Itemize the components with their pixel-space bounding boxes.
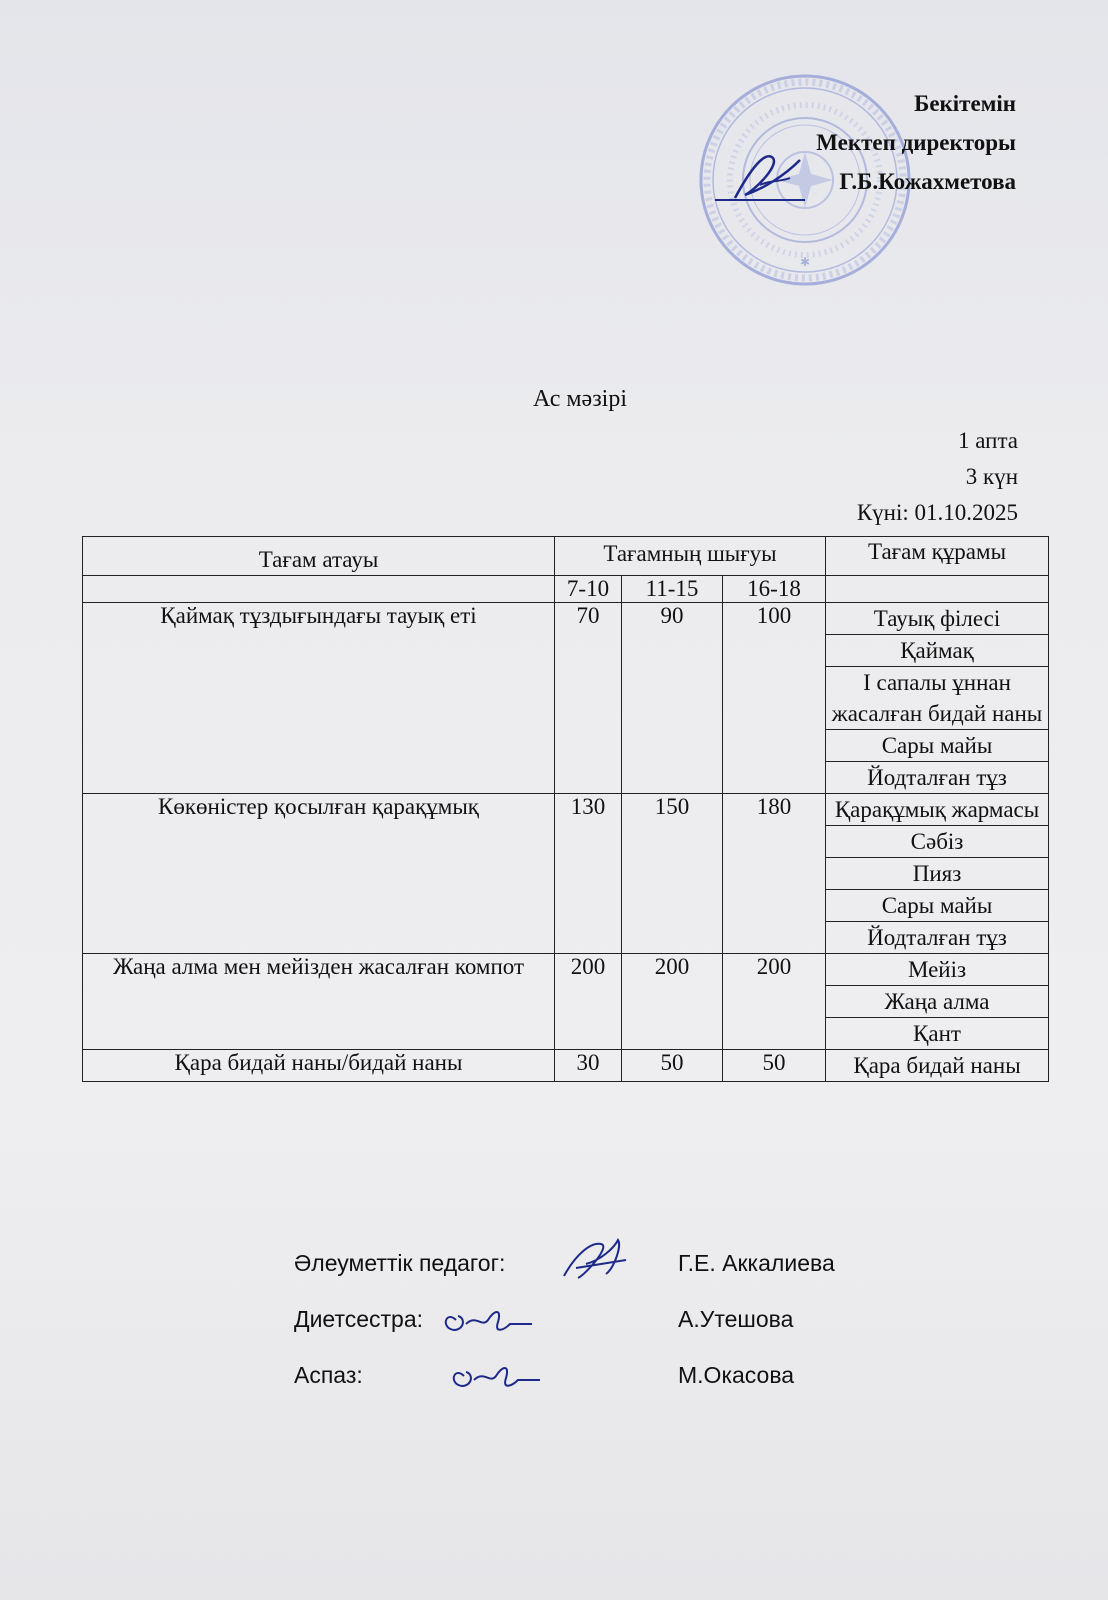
yield-11-15: 150 [622,794,723,954]
yield-16-18: 180 [723,794,826,954]
table-row [83,794,1049,826]
ingredient: І сапалы ұннан жасалған бидай наны [826,667,1049,730]
header-composition: Тағам құрамы [826,537,1049,576]
yield-11-15: 200 [622,954,723,1050]
header-row [83,537,1049,576]
age-row-empty [83,576,555,603]
yield-16-18: 50 [723,1050,826,1082]
dish-name: Көкөністер қосылған қарақұмық [83,794,555,954]
ingredient: Пияз [826,858,1049,890]
signer-name: М.Окасова [678,1362,795,1388]
ingredient: Йодталған тұз [826,922,1049,954]
signer-role: Аспаз: [294,1362,363,1388]
yield-7-10: 70 [555,603,622,794]
table-row [83,1050,1049,1082]
signer-row [294,1242,894,1298]
signer-name: Г.Е. Аккалиева [678,1250,835,1276]
yield-7-10: 130 [555,794,622,954]
menu-table [82,536,1049,1082]
dish-name: Жаңа алма мен мейізден жасалған компот [83,954,555,1050]
ingredient: Тауық філесі [826,603,1049,635]
day-label: 3 күн [965,464,1018,489]
yield-16-18: 200 [723,954,826,1050]
page-title: Ас мәзірі [532,386,628,412]
table-row [83,954,1049,986]
ingredient: Қаймақ [826,635,1049,667]
ingredient: Сәбіз [826,826,1049,858]
ingredient: Сары майы [826,730,1049,762]
dish-name: Қаймақ тұздығындағы тауық еті [83,603,555,794]
signer-row [294,1298,894,1354]
ingredient: Мейіз [826,954,1049,986]
table-row [83,603,1049,635]
signer-name: А.Утешова [678,1306,794,1332]
header-age-11-15: 11-15 [622,576,723,603]
yield-7-10: 200 [555,954,622,1050]
header-age-16-18: 16-18 [723,576,826,603]
signer-role: Әлеуметтік педагог: [294,1250,506,1276]
age-row-empty-2 [826,576,1049,603]
ingredient: Сары майы [826,890,1049,922]
date-label: Күні: 01.10.2025 [856,500,1018,525]
approval-line-3: Г.Б.Кожахметова [839,169,1016,194]
ingredient: Йодталған тұз [826,762,1049,794]
yield-11-15: 90 [622,603,723,794]
director-signature [705,140,815,210]
header-age-7-10: 7-10 [555,576,622,603]
header-dish: Тағам атауы [83,537,555,576]
approval-block [816,84,1016,201]
signature [556,1234,636,1284]
ingredient: Қант [826,1018,1049,1050]
header-yield: Тағамның шығуы [555,537,826,576]
signature [444,1356,544,1396]
signatures-block [294,1242,894,1410]
age-row [83,576,1049,603]
ingredient: Қарақұмық жармасы [826,794,1049,826]
signature [436,1300,536,1340]
ingredient: Қара бидай наны [826,1050,1049,1082]
approval-line-2: Мектеп директоры [816,130,1016,155]
ingredient: Жаңа алма [826,986,1049,1018]
dish-name: Қара бидай наны/бидай наны [83,1050,555,1082]
yield-11-15: 50 [622,1050,723,1082]
week-label: 1 апта [957,428,1018,453]
yield-7-10: 30 [555,1050,622,1082]
signer-role: Диетсестра: [294,1306,424,1332]
svg-text:✱: ✱ [799,255,811,269]
yield-16-18: 100 [723,603,826,794]
approval-line-1: Бекітемін [914,91,1016,116]
signer-row [294,1354,894,1410]
